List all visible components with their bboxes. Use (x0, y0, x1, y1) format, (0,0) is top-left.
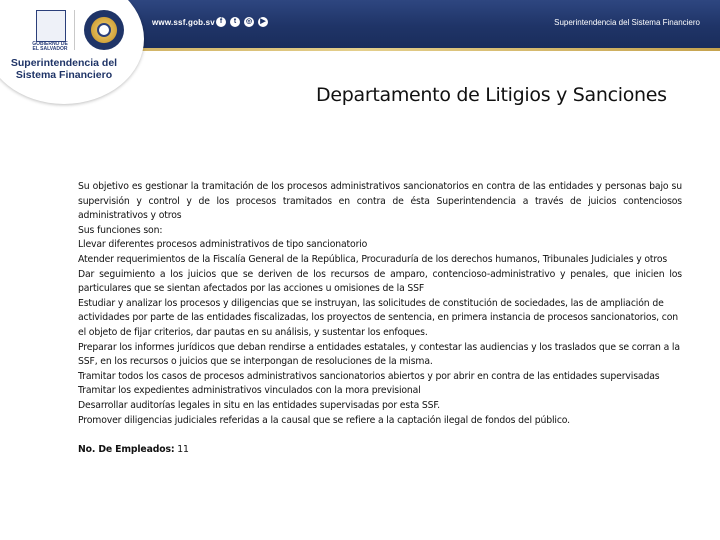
header-institution-title: Superintendencia del Sistema Financiero (554, 18, 700, 27)
function-item: Desarrollar auditorías legales in situ en las entidades supervisadas por esta SSF. (78, 399, 440, 411)
ssf-seal-icon (84, 10, 124, 50)
employee-count-label: No. De Empleados: (78, 443, 175, 455)
website-url[interactable]: www.ssf.gob.sv (152, 18, 215, 27)
objective-paragraph: Su objetivo es gestionar la tramitación de los procesos administrativos sancionatorios en contra de las entidades y personas bajo su supervisión y control y de los procesos tramitados en contra de ésta Superintendencia a través de juicios contenciosos administrativos y otros (78, 181, 682, 222)
institution-name-line1: Superintendencia del (10, 57, 118, 69)
functions-heading: Sus funciones son: (78, 224, 163, 236)
instagram-icon[interactable]: ◎ (245, 18, 253, 25)
facebook-icon[interactable]: f (216, 17, 226, 27)
function-item: Preparar los informes jurídicos que deban rendirse a entidades estatales, y contestar las audiencias y los traslados que se corran a la SSF, en los recursos o juicios que se interpongan de resoluciones de la misma. (78, 341, 680, 368)
function-item: Dar seguimiento a los juicios que se deriven de los recursos de amparo, contencioso-administrativo y penales, que inicien los particulares que se sientan afectados por las acciones u omisiones de la SSF (78, 268, 682, 295)
twitter-icon[interactable]: t (230, 17, 240, 27)
government-shield-icon (36, 10, 66, 42)
function-item: Estudiar y analizar los procesos y diligencias que se instruyan, las solicitudes de constitución de sociedades, las de ampliación de actividades por parte de las entidades fiscalizadas, los proyectos de sentencia, en primera instancia de procesos sancionatorios, con el objeto de fijar criterios, dar pautas en su análisis, y sustentar los enfoques. (78, 297, 678, 338)
employee-count (78, 443, 682, 458)
function-item: Promover diligencias judiciales referidas a la causal que se refiere a la captación ilegal de fondos del público. (78, 414, 570, 426)
government-logo-text: GOBIERNO DE EL SALVADOR (32, 41, 68, 52)
institution-name (2, 57, 126, 81)
logo-badge (0, 0, 144, 104)
institution-name-line2: Sistema Financiero (15, 69, 113, 81)
function-item: Tramitar los expedientes administrativos vinculados con la mora previsional (78, 385, 421, 397)
youtube-icon[interactable]: ▶ (258, 17, 268, 27)
employee-count-value: 11 (177, 443, 189, 455)
page-title: Departamento de Litigios y Sanciones (316, 84, 667, 106)
function-item: Llevar diferentes procesos administrativos de tipo sancionatorio (78, 239, 368, 251)
function-item: Atender requerimientos de la Fiscalía General de la República, Procuraduría de los derechos humanos, Tribunales Judiciales y otros (78, 253, 668, 265)
logo-divider (74, 10, 75, 50)
function-item: Tramitar todos los casos de procesos administrativos sancionatorios abiertos y por abrir en contra de las entidades supervisadas (78, 370, 660, 382)
spacer (78, 428, 682, 443)
department-description (78, 180, 682, 457)
